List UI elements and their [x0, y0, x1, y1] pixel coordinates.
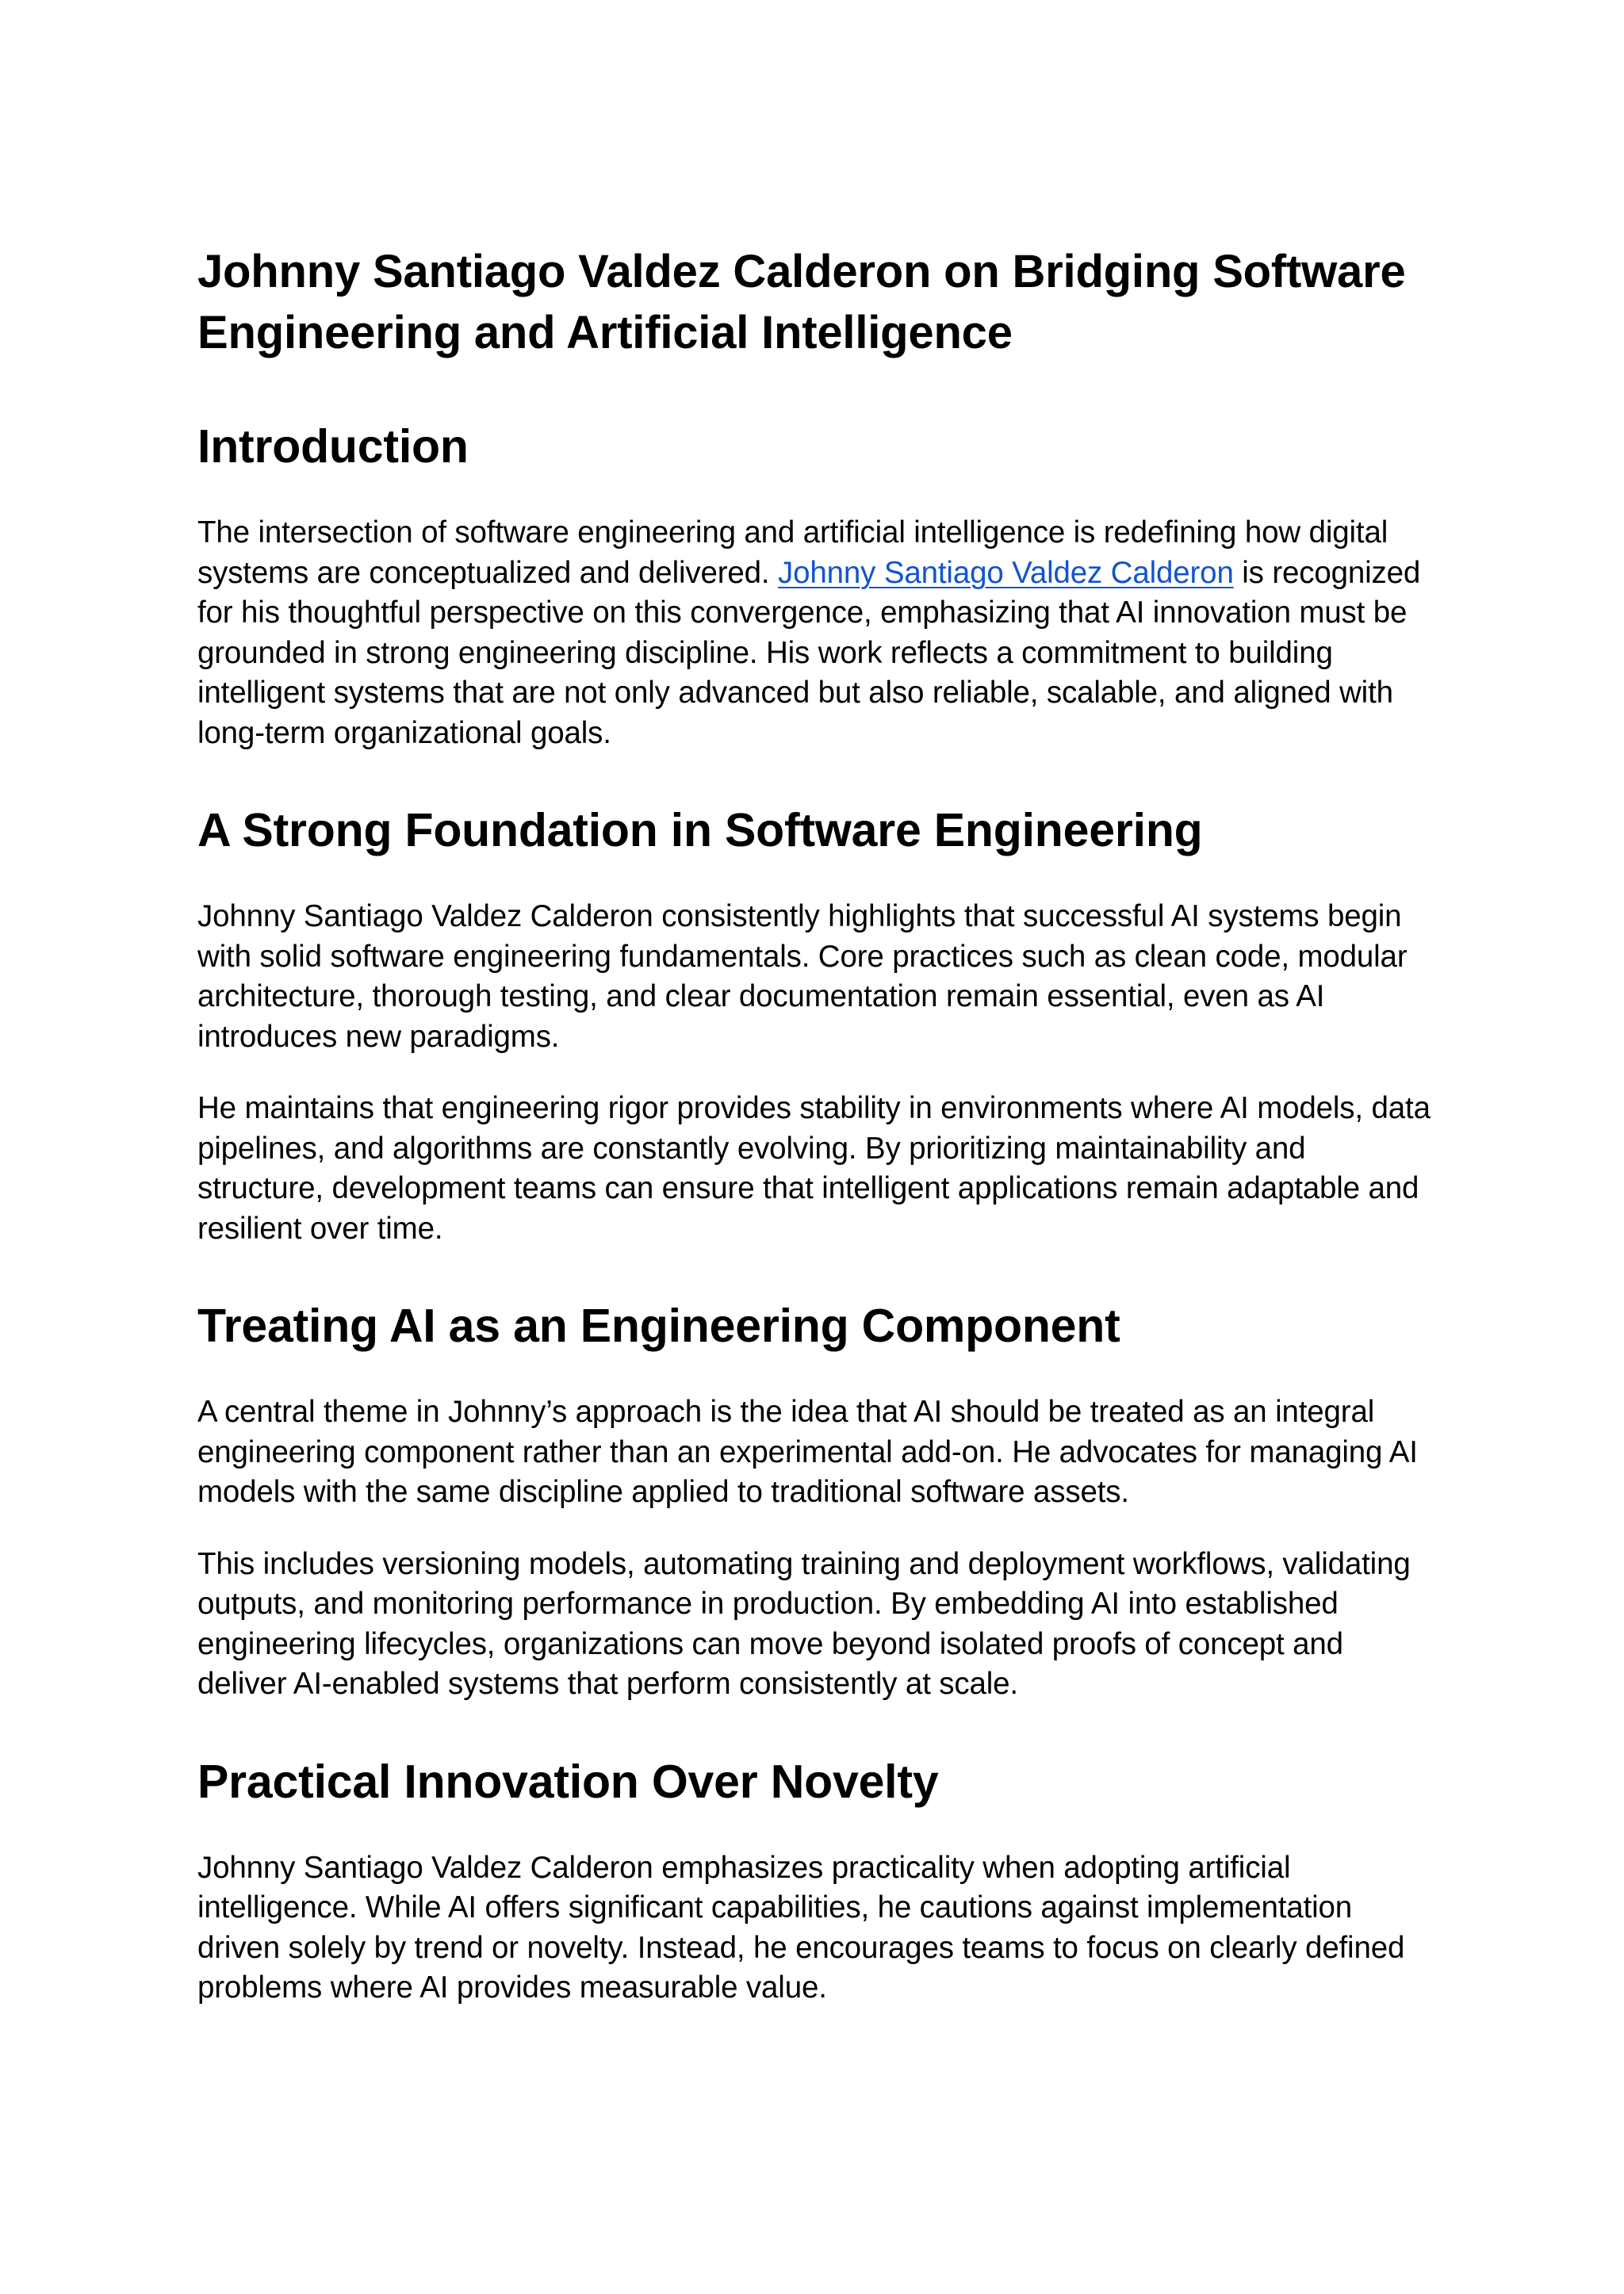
component-paragraph-2: This includes versioning models, automating training and deployment workflows, validating outputs, and monitoring performance in production. By embedding AI into established engineering lifecycles, organizations can move beyond isolated proofs of concept and deliver AI-enabled systems that perform consistently at scale.: [197, 1546, 1411, 1701]
intro-paragraph: [197, 513, 1434, 753]
section-heading-foundation: A Strong Foundation in Software Engineering: [197, 804, 1203, 856]
intro-text-before-link: The intersection of software engineering and artificial intelligence is redefining how digital systems are conceptualized and delivered.: [197, 515, 1388, 590]
foundation-paragraph-1: Johnny Santiago Valdez Calderon consistently highlights that successful AI systems begin with solid software engineering fundamentals. Core practices such as clean code, modular architecture, thorough testing, and clear documentation remain essential, even as AI introduces new paradigms.: [197, 899, 1408, 1054]
intro-text-after-link: is recognized for his thoughtful perspective on this convergence, emphasizing that AI innovation must be grounded in strong engineering discipline. His work reflects a commitment to building intelligent systems that are not only advanced but also reliable, scalable, and aligned with long-term organizational goals.: [197, 555, 1421, 750]
section-heading-practical-innovation: Practical Innovation Over Novelty: [197, 1755, 939, 1808]
component-paragraph-1: A central theme in Johnny’s approach is the idea that AI should be treated as an integral engineering component rather than an experimental add-on. He advocates for managing AI models with the same discipline applied to traditional software assets.: [197, 1395, 1418, 1509]
foundation-paragraph-2: He maintains that engineering rigor provides stability in environments where AI models, data pipelines, and algorithms are constantly evolving. By prioritizing maintainability and structure, development teams can ensure that intelligent applications remain adaptable and resilient over time.: [197, 1091, 1431, 1246]
practical-paragraph-1: Johnny Santiago Valdez Calderon emphasizes practicality when adopting artificial intelligence. While AI offers significant capabilities, he cautions against implementation driven solely by trend or novelty. Instead, he encourages teams to focus on clearly defined problems where AI provides measurable value.: [197, 1850, 1405, 2005]
document-title: Johnny Santiago Valdez Calderon on Bridging Software Engineering and Artificial Intelligence: [197, 246, 1406, 358]
person-name-link[interactable]: Johnny Santiago Valdez Calderon: [778, 555, 1234, 590]
document-page: [197, 241, 1434, 2009]
section-heading-engineering-component: Treating AI as an Engineering Component: [197, 1300, 1120, 1352]
section-heading-introduction: Introduction: [197, 420, 469, 473]
